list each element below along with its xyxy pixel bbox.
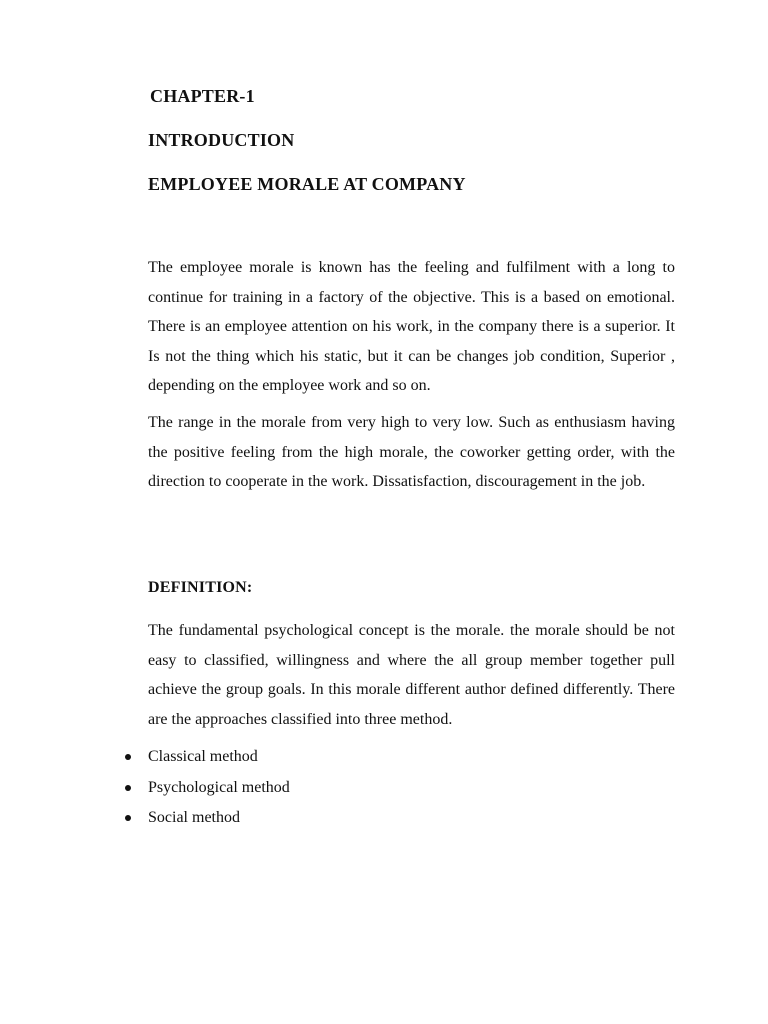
paragraph-definition: The fundamental psychological concept is the morale. the morale should be not easy to classified, willingness and where the all group member together pull achieve the group goals. In this morale different author defined differently. There are the approaches classified into three method. [148,622,675,728]
definition-heading: DEFINITION: [148,579,253,596]
paragraph-intro: The employee morale is known has the feeling and fulfilment with a long to continue for training in a factory of the objective. This is a based on emotional. There is an employee attention on his work, in the company there is a superior. It Is not the thing which his static, but it can be changes job condition, Superior , depending on the employee work and so on. [148,259,675,394]
section-subtitle: EMPLOYEE MORALE AT COMPANY [148,174,466,194]
list-item-label: Social method [148,809,240,826]
paragraph-range: The range in the morale from very high to very low. Such as enthusiasm having the positive feeling from the high morale, the coworker getting order, with the direction to cooperate in the work. Dissatisfaction, discouragement in the job. [148,414,675,490]
chapter-label: CHAPTER-1 [150,86,255,106]
section-title: INTRODUCTION [148,130,295,150]
bullet-icon [125,754,131,760]
list-item-label: Psychological method [148,778,290,796]
list-item-label: Classical method [148,748,258,765]
bullet-icon [125,785,131,791]
bullet-icon [125,815,131,821]
